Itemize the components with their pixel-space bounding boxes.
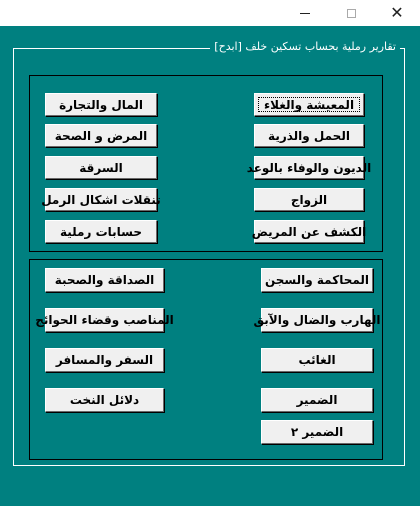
hidden-button[interactable]: الضمير: [261, 388, 373, 412]
maximize-button[interactable]: [328, 0, 374, 26]
close-icon: ✕: [390, 3, 404, 22]
friendship-button[interactable]: الصداقة والصحبة: [45, 268, 164, 292]
title-bar: [0, 0, 420, 26]
maximize-icon: [347, 9, 356, 18]
close-button[interactable]: [374, 0, 420, 26]
theft-button[interactable]: السرقة: [45, 156, 157, 179]
sand-shapes-button[interactable]: تنقلات اشكال الرمل: [45, 188, 157, 211]
minimize-icon: [300, 13, 310, 14]
debts-button[interactable]: الديون والوفاء بالوعد: [254, 156, 364, 179]
illness-health-button[interactable]: المرض و الصحة: [45, 124, 157, 147]
absent-button[interactable]: الغائب: [261, 348, 373, 372]
positions-button[interactable]: المناصب وقضاء الحوائج: [45, 308, 164, 332]
money-trade-button[interactable]: المال والتجارة: [45, 93, 157, 116]
fugitive-button[interactable]: الهارب والضال والآبق: [261, 308, 373, 332]
group-title: تقارير رملية بحساب تسكين خلف [ابدح]: [210, 38, 400, 56]
sand-calcs-button[interactable]: حسابات رملية: [45, 220, 157, 243]
nakht-button[interactable]: دلائل النخت: [45, 388, 164, 412]
pregnancy-button[interactable]: الحمل والذرية: [254, 124, 364, 147]
minimize-button[interactable]: [282, 0, 328, 26]
travel-button[interactable]: السفر والمسافر: [45, 348, 164, 372]
patient-check-button[interactable]: الكشف عن المريض: [254, 220, 364, 243]
hidden2-button[interactable]: الضمير ٢: [261, 420, 373, 444]
trial-prison-button[interactable]: المحاكمة والسجن: [261, 268, 373, 292]
living-cost-button[interactable]: المعيشة والغلاء: [254, 93, 364, 116]
marriage-button[interactable]: الزواج: [254, 188, 364, 211]
